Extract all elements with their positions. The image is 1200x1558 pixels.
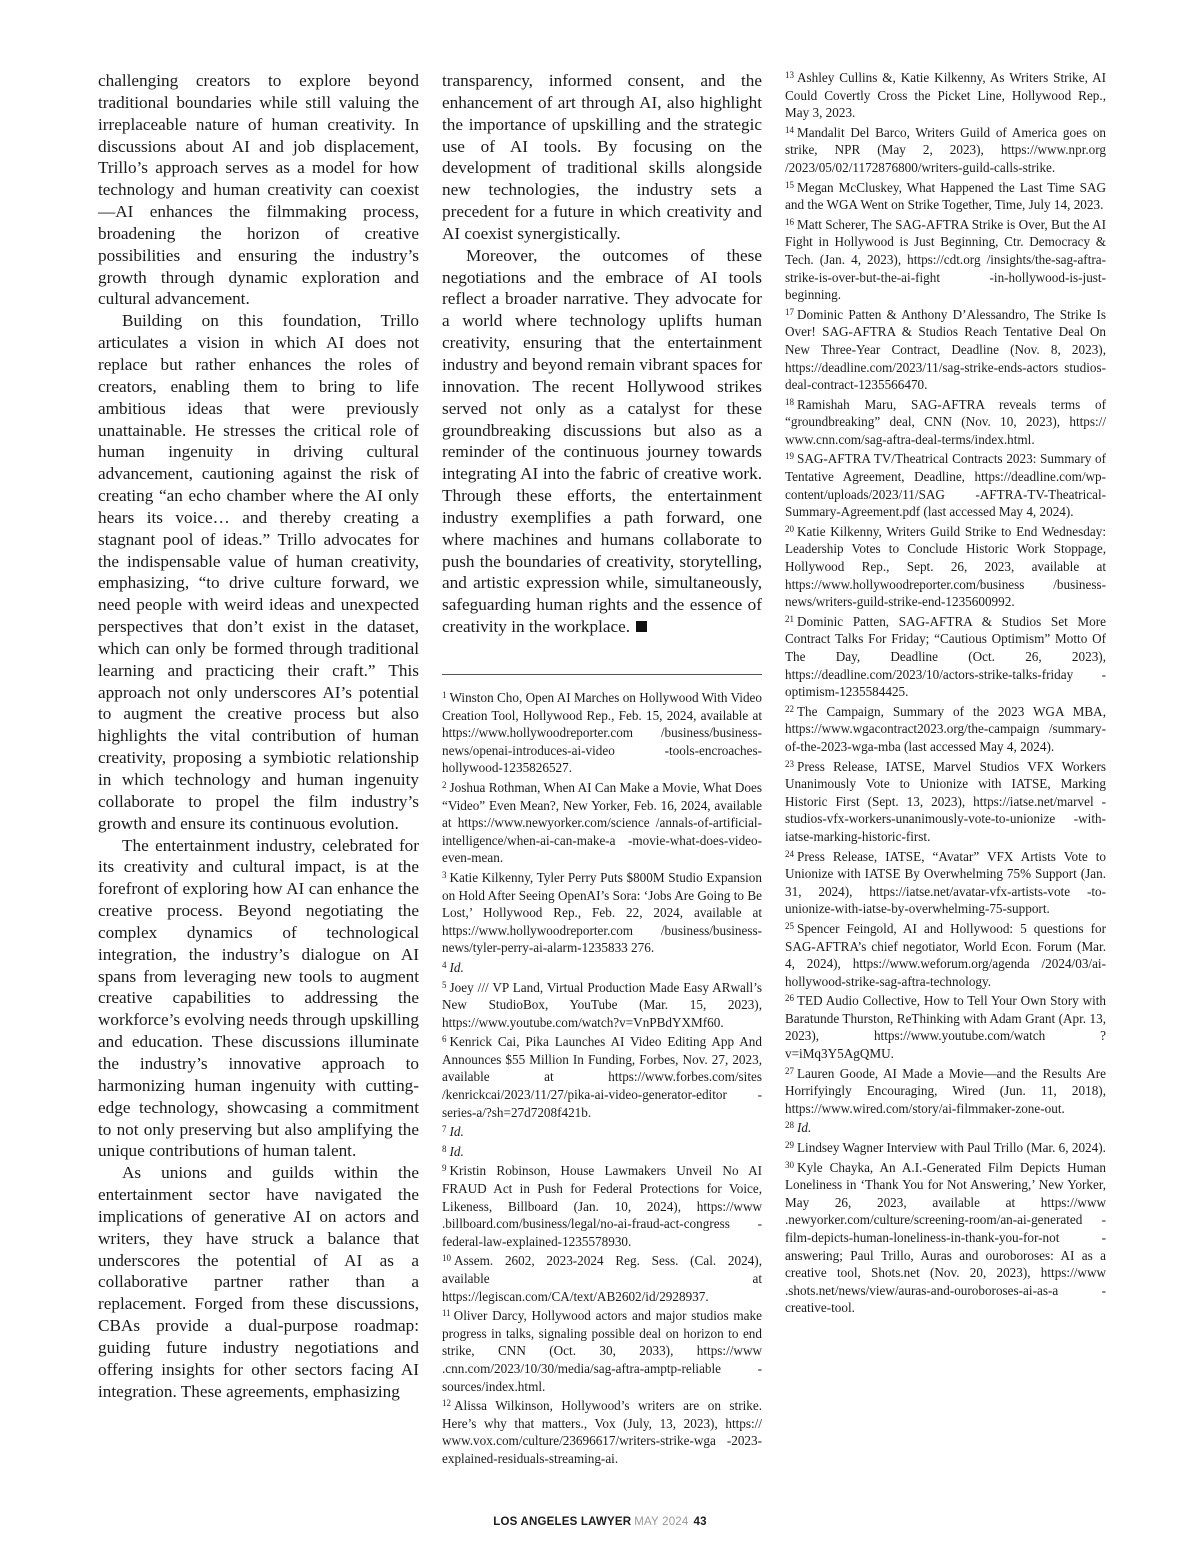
footnote-text: Mandalit Del Barco, Writers Guild of America goes on strike, NPR (May 2, 2023), https://www.npr.org /2023/05/02/1172876800/writers-guild-calls-strike.	[785, 124, 1106, 175]
footnote-number: 9	[442, 1163, 447, 1174]
footnote-number: 8	[442, 1143, 447, 1154]
footnote-number: 4	[442, 959, 447, 970]
footnote-number: 3	[442, 869, 447, 880]
footnote-text: Id.	[797, 1120, 812, 1136]
footnote-number: 29	[785, 1140, 794, 1151]
footnote-number: 23	[785, 758, 794, 769]
footnote-text: TED Audio Collective, How to Tell Your Own Story with Baratunde Thurston, ReThinking with Adam Grant (Apr. 13, 2023), https://www.youtube.com/watch ?v=iMq3Y5AgQMU.	[785, 993, 1106, 1062]
footnote-text: Spencer Feingold, AI and Hollywood: 5 questions for SAG-AFTRA’s chief negotiator, World Econ. Forum (Mar. 4, 2024), https://www.weforum.org/agenda /2024/03/ai-hollywood-strike-sag-aftra-technology.	[785, 920, 1106, 989]
article-column-1	[98, 70, 419, 1402]
footnote	[785, 701, 1106, 756]
footnote-number: 28	[785, 1120, 794, 1131]
footnote-text: Ashley Cullins &, Katie Kilkenny, As Writers Strike, AI Could Covertly Cross the Picket Line, Hollywood Rep., May 3, 2023.	[785, 70, 1106, 121]
footnote-divider	[442, 674, 762, 675]
footnote	[785, 448, 1106, 520]
article-column-2	[442, 70, 762, 638]
footnote-text: Katie Kilkenny, Tyler Perry Puts $800M Studio Expansion on Hold After Seeing OpenAI’s Sora: ‘Jobs Are Going to Be Lost,’ Hollywood Rep., Feb. 22, 2024, available at https://www.hollywoodreporter.com /business/business-news/tyler-perry-ai-alarm-1235833 276.	[442, 869, 762, 956]
footnote-text: Id.	[449, 1143, 464, 1159]
footnote	[442, 1121, 762, 1141]
page-footer	[0, 1516, 1200, 1528]
footnotes-column-left	[442, 687, 762, 1468]
footnote-text: Oliver Darcy, Hollywood actors and major studios make progress in talks, signaling possible deal on horizon to end strike, CNN (Oct. 30, 2033), https://www .cnn.com/2023/10/30/media/sag-aftra-amptp-reliable -sources/index.html.	[442, 1308, 762, 1394]
footnote	[785, 214, 1106, 304]
footnote-number: 17	[785, 306, 794, 317]
footnote-number: 2	[442, 779, 447, 790]
body-paragraph: The entertainment industry, celebrated for its creativity and cultural impact, is at the forefront of exploring how AI can enhance the creative process. Beyond negotiating the complex dynamics of technological integration, the industry’s dialogue on AI spans from leveraging new tools to augment creative capabilities to addressing the workforce’s evolving needs through upskilling and education. These discussions illuminate the industry’s innovative approach to harmonizing human ingenuity with cutting-edge technology, showcasing a commitment to not only preserving but also amplifying the unique contributions of human talent.	[98, 835, 419, 1161]
footnote	[785, 1137, 1106, 1157]
footnote	[442, 1141, 762, 1161]
footnote-number: 21	[785, 613, 794, 624]
footnote	[442, 1160, 762, 1250]
footnote	[442, 977, 762, 1032]
body-paragraph: challenging creators to explore beyond traditional boundaries while still valuing the irreplaceable nature of human creativity. In discussions about AI and job displacement, Trillo’s approach serves as a model for how technology and human creativity can coexist—AI enhances the filmmaking process, broadening the horizon of creative possibilities and ensuring the industry’s growth through dynamic exploration and cultural advancement.	[98, 71, 419, 309]
footnote-text: Id.	[449, 1124, 464, 1140]
footnote-number: 20	[785, 523, 794, 534]
footnote-number: 22	[785, 703, 794, 714]
footnote-text: Winston Cho, Open AI Marches on Hollywood With Video Creation Tool, Hollywood Rep., Feb. 15, 2024, available at https://www.hollywoodreporter.com /business/business-news/openai-introduces-ai-video -tools-encroaches-hollywood-1235826527.	[442, 690, 762, 776]
footnote-number: 24	[785, 848, 794, 859]
footnote	[785, 990, 1106, 1062]
footnote-text: Lindsey Wagner Interview with Paul Trillo (Mar. 6, 2024).	[797, 1140, 1106, 1156]
footnote-text: Press Release, IATSE, Marvel Studios VFX Workers Unanimously Vote to Unionize with IATSE, Marking Historic First (Sept. 13, 2023), https://iatse.net/marvel -studios-vfx-workers-unanimously-vote-to-unionize -with-iatse-marking-historic-first.	[785, 758, 1106, 844]
footnote-text: Assem. 2602, 2023-2024 Reg. Sess. (Cal. 2024), available at https://legiscan.com/CA/text/AB2602/id/2928937.	[442, 1253, 762, 1304]
footnote	[442, 1395, 762, 1467]
footnote	[442, 1250, 762, 1305]
footnote-text: Katie Kilkenny, Writers Guild Strike to End Wednesday: Leadership Votes to Conclude Historic Work Stoppage, Hollywood Rep., Sept. 26, 2023, available at https://www.hollywoodreporter.com/business /business-news/writers-guild-strike-end-1235600992.	[785, 523, 1106, 610]
page-number: 43	[693, 1516, 707, 1528]
footnote-number: 12	[442, 1398, 451, 1409]
footnote-number: 6	[442, 1034, 447, 1045]
body-paragraph-text: Moreover, the outcomes of these negotiations and the embrace of AI tools reflect a broader narrative. They advocate for a world where technology uplifts human creativity, ensuring that the entertainment industry and beyond remain vibrant spaces for innovation. The recent Hollywood strikes served not only as a catalyst for these groundbreaking discussions but also as a reminder of the continuous journey towards integrating AI into the fabric of creative work. Through these efforts, the entertainment industry exemplifies a path forward, one where machines and humans collaborate to push the boundaries of creativity, storytelling, and artistic expression while, simultaneously, safeguarding human rights and the essence of creativity in the workplace.	[442, 245, 762, 637]
publication-name: LOS ANGELES LAWYER	[493, 1516, 632, 1528]
footnote-text: Press Release, IATSE, “Avatar” VFX Artists Vote to Unionize with IATSE By Overwhelming 75% Support (Jan. 31, 2024), https://iatse.net/avatar-vfx-artists-vote -to-unionize-with-iatse-by-overwhelming-75-support.	[785, 848, 1106, 917]
footnote-text: Ramishah Maru, SAG-AFTRA reveals terms of “groundbreaking” deal, CNN (Nov. 10, 2023), https:// www.cnn.com/sag-aftra-deal-terms/index.html.	[785, 396, 1106, 447]
footnote-text: Dominic Patten, SAG-AFTRA & Studios Set More Contract Talks For Friday; “Cautious Optimism” Motto Of The Day, Deadline (Oct. 26, 2023), https://deadline.com/2023/10/actors-strike-talks-friday -optimism-1235584425.	[785, 613, 1106, 700]
footnote	[785, 1063, 1106, 1118]
footnote-text: Joshua Rothman, When AI Can Make a Movie, What Does “Video” Even Mean?, New Yorker, Feb. 16, 2024, available at https://www.newyorker.com/science /annals-of-artificial-intelligence/when-ai-can-make-a -movie-what-does-video-even-mean.	[442, 779, 762, 866]
footnote-text: Kristin Robinson, House Lawmakers Unveil No AI FRAUD Act in Push for Federal Protections for Voice, Likeness, Billboard (Jan. 10, 2024), https://www .billboard.com/business/legal/no-ai-fraud-act-congress -federal-law-explained-1235578930.	[442, 1163, 762, 1249]
footnote	[785, 67, 1106, 122]
end-of-article-mark	[636, 621, 647, 632]
footnote-number: 18	[785, 396, 794, 407]
footnote-text: Alissa Wilkinson, Hollywood’s writers are on strike. Here’s why that matters., Vox (July, 13, 2023), https:// www.vox.com/culture/23696617/writers-strike-wga -2023-explained-residuals-streaming-ai.	[442, 1398, 762, 1466]
footnote-text: Megan McCluskey, What Happened the Last Time SAG and the WGA Went on Strike Together, Time, July 14, 2023.	[785, 179, 1106, 213]
footnote	[785, 611, 1106, 701]
footnote	[442, 1305, 762, 1395]
footnote-number: 30	[785, 1159, 794, 1170]
body-paragraph: As unions and guilds within the entertainment sector have navigated the implications of generative AI on actors and writers, they have struck a balance that underscores the potential of AI as a collaborative partner rather than a replacement. Forged from these discussions, CBAs provide a dual-purpose roadmap: guiding future industry negotiations and offering insights for other sectors facing AI integration. These agreements, emphasizing	[98, 1163, 419, 1401]
footnote-text: The Campaign, Summary of the 2023 WGA MBA, https://www.wgacontract2023.org/the-campaign /summary-of-the-2023-wga-mba (last accessed May 4, 2024).	[785, 703, 1106, 754]
footnote-number: 14	[785, 124, 794, 135]
footnote	[442, 957, 762, 977]
footnote	[785, 1117, 1106, 1137]
body-paragraph: Building on this foundation, Trillo articulates a vision in which AI does not replace but rather enhances the roles of creators, enabling them to bring to life ambitious ideas that were previously unattainable. He stresses the critical role of human ingenuity in driving cultural advancement, cautioning against the risk of creating “an echo chamber where the AI only hears its voice… and thereby creating a stagnant pool of ideas.” Trillo advocates for the indispensable value of human creativity, emphasizing, “to drive culture forward, we need people with weird ideas and unexpected perspectives that don’t exist in the dataset, which can only be formed through traditional learning and practicing their craft.” This approach not only underscores AI’s potential to augment the creative process but also highlights the vital contribution of human creativity, proposing a symbiotic relationship in which technology and human ingenuity collaborate to propel the film industry’s growth and ensure its continuous evolution.	[98, 311, 419, 833]
footnote	[442, 777, 762, 867]
footnote	[785, 846, 1106, 918]
body-paragraph: transparency, informed consent, and the enhancement of art through AI, also highlight the importance of upskilling and the strategic use of AI tools. By focusing on the development of traditional skills alongside new technologies, the industry sets a precedent for a future in which creativity and AI coexist synergistically.	[442, 71, 762, 243]
footnote-number: 25	[785, 920, 794, 931]
footnote-number: 13	[785, 70, 794, 80]
footnote-number: 10	[442, 1253, 451, 1264]
footnote	[442, 867, 762, 957]
footnote	[785, 756, 1106, 846]
footnote-number: 11	[442, 1308, 451, 1319]
footnote-number: 7	[442, 1124, 447, 1135]
footnote	[785, 521, 1106, 611]
footnote-text: Kyle Chayka, An A.I.-Generated Film Depicts Human Loneliness in ‘Thank You for Not Answering,’ New Yorker, May 26, 2023, available at https://www .newyorker.com/culture/screening-room/an-ai-generated -film-depicts-human-loneliness-in-thank-you-for-not -answering; Paul Trillo, Auras and ouroboroses: AI as a creative tool, Shots.net (Nov. 20, 2023), https://www .shots.net/news/view/auras-and-ouroboroses-ai-as-a -creative-tool.	[785, 1159, 1106, 1316]
footnote-text: Matt Scherer, The SAG-AFTRA Strike is Over, But the AI Fight in Hollywood is Just Beginning, Ctr. Democracy & Tech. (Jan. 4, 2023), https://cdt.org /insights/the-sag-aftra-strike-is-over-but-the-ai-fight -in-hollywood-is-just-beginning.	[785, 216, 1106, 303]
body-paragraph-final	[442, 245, 762, 638]
footnote-number: 5	[442, 979, 447, 990]
footnotes-column-right	[785, 67, 1106, 1317]
footnote	[785, 177, 1106, 214]
footnote-number: 15	[785, 179, 794, 190]
footnote	[442, 687, 762, 777]
footnote-text: Id.	[449, 959, 464, 975]
footnote-number: 27	[785, 1065, 794, 1076]
footnote	[785, 918, 1106, 990]
footnote-text: Dominic Patten & Anthony D’Alessandro, The Strike Is Over! SAG-AFTRA & Studios Reach Tentative Deal On New Three-Year Contract, Deadline (Nov. 8, 2023), https://deadline.com/2023/11/sag-strike-ends-actors studios-deal-contract-1235566470.	[785, 306, 1106, 393]
footnote	[785, 304, 1106, 394]
footnote-text: Kenrick Cai, Pika Launches AI Video Editing App And Announces $55 Million In Funding, Forbes, Nov. 27, 2023, available at https://www.forbes.com/sites /kenrickcai/2023/11/27/pika-ai-video-generator-editor -series-a/?sh=27d7208f421b.	[442, 1034, 762, 1120]
footnote-number: 1	[442, 690, 447, 700]
footnote-text: Lauren Goode, AI Made a Movie—and the Results Are Horrifyingly Encouraging, Wired (Jun. 11, 2018), https://www.wired.com/story/ai-filmmaker-zone-out.	[785, 1065, 1106, 1116]
footnote-number: 19	[785, 451, 794, 462]
footnote	[442, 1031, 762, 1121]
footnote	[785, 394, 1106, 449]
footnote	[785, 1157, 1106, 1317]
footnote	[785, 122, 1106, 177]
footnote-number: 26	[785, 993, 794, 1004]
footnote-text: Joey /// VP Land, Virtual Production Made Easy ARwall’s New StudioBox, YouTube (Mar. 15, 2023), https://www.youtube.com/watch?v=VnPBdYXMf60.	[442, 979, 762, 1030]
footnote-number: 16	[785, 216, 794, 227]
issue-date: MAY 2024	[634, 1516, 689, 1528]
footnote-text: SAG-AFTRA TV/Theatrical Contracts 2023: Summary of Tentative Agreement, Deadline, https://deadline.com/wp-content/uploads/2023/11/SAG -AFTRA-TV-Theatrical-Summary-Agreement.pdf (last accessed May 4, 2024).	[785, 451, 1106, 520]
